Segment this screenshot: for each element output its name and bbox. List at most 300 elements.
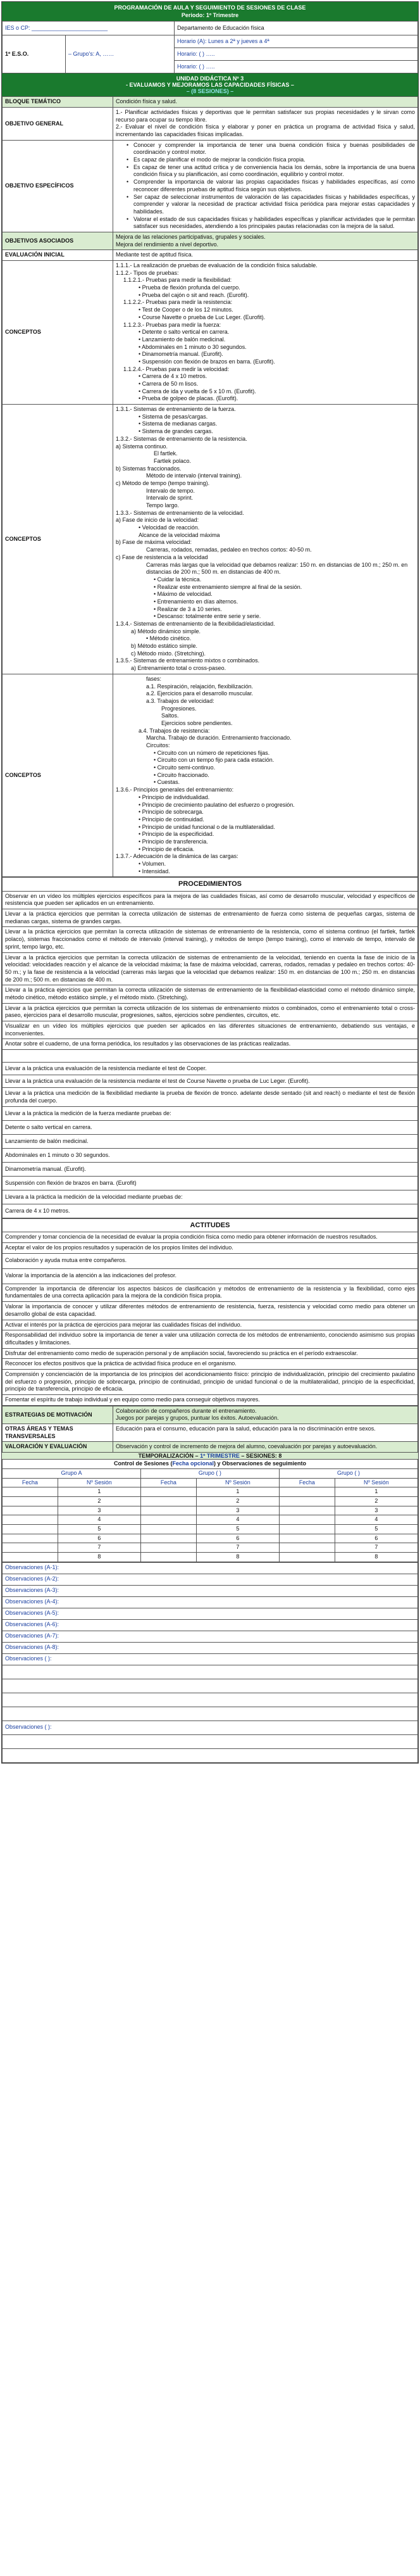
session-number: 4 bbox=[58, 1515, 140, 1525]
procedimientos-title: PROCEDIMIENTOS bbox=[3, 878, 418, 891]
conceptos-label: CONCEPTOS bbox=[3, 405, 113, 674]
objetivo-especifico-item: • Es capaz de tener una actitud crítica y de conveniencia hacia los demás, sobre la importancia de una buena condición física y su planificación, así como coordinación, equilibrio y control motor. bbox=[125, 164, 415, 179]
session-number: 6 bbox=[335, 1534, 417, 1543]
concepto-text: Cuidar la técnica. bbox=[157, 576, 202, 583]
session-number: 3 bbox=[58, 1506, 140, 1515]
bullet-icon: • bbox=[139, 343, 142, 350]
concepto-line bbox=[116, 613, 415, 621]
bullet-icon: • bbox=[139, 306, 142, 313]
concepto-line: c) Método de tempo (tempo training). bbox=[116, 479, 210, 486]
test-item: Llevar a la práctica una evaluación de la resistencia mediante el test de Course Navette o prueba de Luc Leger. (Eurofit). bbox=[3, 1075, 418, 1088]
concepto-line bbox=[116, 381, 415, 388]
actitud-item: Fomentar el espíritu de trabajo individual y en equipo como medio para conseguir objetivos mayores. bbox=[3, 1395, 418, 1406]
bullet-icon: • bbox=[139, 861, 142, 868]
session-date-cell[interactable] bbox=[3, 1553, 58, 1562]
session-date-cell[interactable] bbox=[3, 1496, 58, 1506]
concepto-line: a.3. Trabajos de velocidad: bbox=[146, 697, 214, 704]
concepto-line: fases: bbox=[146, 675, 162, 682]
objetivo-especifico-item: • Es capaz de planificar el modo de mejorar la condición física propia. bbox=[125, 156, 415, 164]
estrategias-label: ESTRATEGIAS DE MOTIVACIÓN bbox=[3, 1406, 113, 1424]
concepto-text: Principio de individualidad. bbox=[142, 793, 210, 800]
concepto-line: a.2. Ejercicios para el desarrollo muscular. bbox=[146, 690, 254, 697]
concepto-line: a) Entrenamiento total o cross-paseo. bbox=[131, 665, 226, 672]
concepto-line: 1.1.2.- Tipos de pruebas: bbox=[116, 269, 179, 276]
actitudes-table bbox=[2, 1218, 418, 1406]
concepto-line: 1.3.6.- Principios generales del entrenamiento: bbox=[116, 786, 234, 793]
test-item: Lanzamiento de balón medicinal. bbox=[3, 1135, 418, 1149]
session-number: 8 bbox=[58, 1553, 140, 1562]
concepto-text: Circuito con un número de repeticiones fijas. bbox=[157, 749, 270, 756]
concepto-line: b) Método estático simple. bbox=[131, 643, 198, 650]
observation-blank[interactable] bbox=[3, 1734, 418, 1748]
objetivo-general-item: 2.- Evaluar el nivel de condición física y elaborar y poner en práctica un programa de actividad física y salud, incrementando las capacidades físicas implicadas. bbox=[116, 123, 415, 138]
concepto-line bbox=[116, 794, 415, 802]
bullet-icon: • bbox=[154, 583, 158, 590]
session-number: 1 bbox=[196, 1487, 279, 1497]
bullet-icon: • bbox=[139, 381, 142, 388]
concepto-line bbox=[116, 606, 415, 614]
session-date-cell[interactable] bbox=[3, 1534, 58, 1543]
control-title-c: ) y Observaciones de seguimiento bbox=[213, 1460, 307, 1467]
concepto-line bbox=[116, 846, 415, 854]
session-row bbox=[3, 1487, 418, 1497]
test-item: Detente o salto vertical en carrera. bbox=[3, 1121, 418, 1135]
objetivo-asociado-item: Mejora del rendimiento a nivel deportivo. bbox=[116, 241, 219, 248]
header-period: Periodo: 1º Trimestre bbox=[181, 12, 239, 19]
bullet-icon: • bbox=[139, 524, 142, 531]
procedimiento-item: Observar en un vídeo los múltiples ejercicios específicos para la mejora de las cualidades físicas, así como de desarrollo muscular, velocidad y específicos de resistencia que pueden ser aplicados en un entrenamiento. bbox=[3, 891, 418, 909]
concepto-line bbox=[116, 344, 415, 351]
procedimiento-item: Llevar a la práctica ejercicios que permitan la correcta utilización de los sistemas de entrenamiento mixtos o combinados, como el entrenamiento total o cross-paseo, ejercicios para el desarrollo muscular, progresiones, saltos, ejercicios sobre pendientes, circuitos, etc. bbox=[3, 1003, 418, 1021]
procedimiento-item: Llevar a la práctica ejercicios que permitan la correcta utilización de sistemas de entrenamiento de la velocidad, teniendo en cuenta la fase de inicio de la velocidad: velocidades reacción y el alcance de la velocidad máxima; la fase de máxima velocidad, carreras, rodados, remadas y pedaleo en trechos cortos: 40-50 m.; y la fase de resistencia a la velocidad (carreras más largas que la velocidad que debamos realizar: 150 m. en distancias de 100 m.; 250 m. en distancias de 200 m.; 500 m. en distancias de 400 m. bbox=[3, 952, 418, 985]
strategy-table bbox=[2, 1406, 418, 1453]
test-item: Abdominales en 1 minuto o 30 segundos. bbox=[3, 1149, 418, 1163]
conceptos-list bbox=[113, 261, 418, 405]
session-date-cell[interactable] bbox=[140, 1524, 196, 1534]
concepto-line: a) Fase de inicio de la velocidad: bbox=[116, 517, 199, 524]
session-date-cell[interactable] bbox=[3, 1524, 58, 1534]
bullet-icon: • bbox=[139, 823, 142, 830]
observation-blank[interactable] bbox=[3, 1679, 418, 1693]
bullet-icon: • bbox=[139, 351, 142, 358]
session-date-cell[interactable] bbox=[279, 1553, 335, 1562]
control-title bbox=[3, 1460, 418, 1469]
observation-field[interactable]: Observaciones (A-2): bbox=[3, 1574, 418, 1585]
concepto-text: Circuito semi-continuo. bbox=[157, 764, 216, 771]
session-number: 6 bbox=[196, 1534, 279, 1543]
bullet-icon: • bbox=[146, 635, 150, 642]
test-item: Llevar a la práctica la medición de la fuerza mediante pruebas de: bbox=[3, 1107, 418, 1121]
bullet-icon: • bbox=[154, 764, 158, 771]
concepto-line bbox=[116, 868, 415, 876]
concepto-text: Detente o salto vertical en carrera. bbox=[142, 329, 230, 336]
observation-field[interactable]: Observaciones (A-7): bbox=[3, 1631, 418, 1642]
bullet-icon: • bbox=[154, 779, 158, 786]
col-fecha: Fecha bbox=[279, 1478, 335, 1487]
observation-blank[interactable] bbox=[3, 1693, 418, 1707]
procedimiento-item: Visualizar en un vídeo los múltiples ejercicios que pueden ser aplicados en las diferentes situaciones de entrenamiento, debatiendo sus ventajas, e inconvenientes. bbox=[3, 1021, 418, 1039]
session-row bbox=[3, 1543, 418, 1553]
objetivos-especificos-label: OBJETIVO ESPECÍFICOS bbox=[3, 140, 113, 232]
concepto-text: Suspensión con flexión de brazos en barra. (Eurofit). bbox=[142, 358, 275, 365]
concepto-line: a.4. Trabajos de resistencia: bbox=[139, 727, 210, 734]
bullet-icon: • bbox=[139, 284, 142, 291]
observation-blank[interactable] bbox=[3, 1748, 418, 1762]
objetivo-especifico-item: • Ser capaz de seleccionar instrumentos de valoración de las capacidades físicas y habilidades específicas, y comprender y valorar la necesidad de practicar actividad física periódica para mejorar estas capacidades y habilidades. bbox=[125, 194, 415, 216]
concepto-line bbox=[116, 284, 415, 292]
concepto-text: Principio de sobrecarga. bbox=[142, 809, 204, 816]
header-banner bbox=[2, 2, 418, 21]
bullet-icon: • bbox=[139, 358, 142, 365]
concepto-line bbox=[116, 414, 415, 421]
bullet-icon: • bbox=[139, 313, 142, 320]
concepto-line bbox=[116, 292, 415, 300]
concepto-text: Carrera de 50 m lisos. bbox=[142, 381, 199, 388]
unit-subtitle: - EVALUAMOS Y MEJORAMOS LAS CAPACIDADES FÍSICAS – bbox=[126, 82, 294, 89]
session-date-cell[interactable] bbox=[3, 1515, 58, 1525]
header-title: PROGRAMACIÓN DE AULA Y SEGUIMIENTO DE SESIONES DE CLASE bbox=[114, 4, 306, 11]
concepto-line bbox=[116, 329, 415, 336]
concepto-line bbox=[116, 598, 415, 606]
concepto-line: 1.1.1.- La realización de pruebas de evaluación de la condición física saludable. bbox=[116, 262, 318, 269]
bullet-icon: • bbox=[139, 420, 142, 427]
concepto-line: 1.3.1.- Sistemas de entrenamiento de la fuerza. bbox=[116, 406, 236, 413]
session-date-cell[interactable] bbox=[279, 1534, 335, 1543]
control-title-b: Fecha opcional bbox=[172, 1460, 214, 1467]
session-row bbox=[3, 1515, 418, 1525]
test-item: Carrera de 4 x 10 metros. bbox=[3, 1204, 418, 1218]
concepto-line: 1.3.3.- Sistemas de entrenamiento de la velocidad. bbox=[116, 509, 244, 516]
concepto-line: Ejercicios sobre pendientes. bbox=[161, 719, 233, 726]
observation-field[interactable]: Observaciones ( ): bbox=[3, 1720, 418, 1734]
concepto-text: Circuito con un tiempo fijo para cada estación. bbox=[157, 757, 275, 764]
concepto-line: Intervalo de sprint. bbox=[146, 495, 194, 502]
concepto-line bbox=[116, 635, 415, 643]
concepto-line bbox=[116, 802, 415, 809]
observation-blank[interactable] bbox=[3, 1665, 418, 1679]
test-item: Dinamometría manual. (Eurofit). bbox=[3, 1163, 418, 1177]
schedule-c[interactable]: Horario: ( ) ….. bbox=[175, 61, 418, 73]
concepto-line bbox=[116, 772, 415, 780]
concepto-line: Progresiones. bbox=[161, 705, 197, 712]
session-date-cell[interactable] bbox=[3, 1506, 58, 1515]
session-date-cell[interactable] bbox=[140, 1496, 196, 1506]
bullet-icon: • bbox=[139, 388, 142, 395]
actitud-item: Comprender y tomar conciencia de la necesidad de evaluar la propia condición física como medio para obtener información de nuestros resultados. bbox=[3, 1232, 418, 1243]
session-number: 1 bbox=[58, 1487, 140, 1497]
observation-field[interactable]: Observaciones (A-6): bbox=[3, 1619, 418, 1631]
concepto-line bbox=[116, 306, 415, 314]
concepto-line bbox=[116, 750, 415, 757]
session-number: 1 bbox=[335, 1487, 417, 1497]
concepto-line bbox=[116, 351, 415, 358]
temporalizacion-banner bbox=[2, 1453, 418, 1459]
actitud-item: Disfrutar del entrenamiento como medio de superación personal y de ampliación social, favoreciendo su práctica en el período extraescolar. bbox=[3, 1348, 418, 1359]
concepto-line bbox=[116, 584, 415, 591]
bullet-icon: • bbox=[154, 757, 158, 764]
concepto-line: Fartlek polaco. bbox=[154, 457, 192, 464]
concepto-line: 1.3.4.- Sistemas de entrenamiento de la flexibilidad/elasticidad. bbox=[116, 621, 275, 628]
evaluacion-inicial-label: EVALUACIÓN INICIAL bbox=[3, 250, 113, 261]
session-number: 8 bbox=[335, 1553, 417, 1562]
concepto-line bbox=[116, 428, 415, 436]
procedimiento-item: Llevar a la práctica ejercicios que permitan la correcta utilización de sistemas de entrenamiento de la flexibilidad-elasticidad como el método dinámico simple, método cinético, método estático simple, y el método mixto. (Stretching). bbox=[3, 985, 418, 1003]
session-number: 6 bbox=[58, 1534, 140, 1543]
session-date-cell[interactable] bbox=[3, 1487, 58, 1497]
actitud-item: Aceptar el valor de los propios resultados y superación de los propios límites del individuo. bbox=[3, 1243, 418, 1254]
concepto-line: 1.3.7.- Adecuación de la dinámica de las cargas: bbox=[116, 853, 238, 860]
procedimiento-item: Llevar a la práctica ejercicios que permitan la correcta utilización de sistemas de entrenamiento de fuerza como sistema de pequeñas cargas, sistema de medianas cargas, sistema de grandes cargas. bbox=[3, 909, 418, 927]
concepto-line bbox=[116, 591, 415, 598]
session-number: 7 bbox=[196, 1543, 279, 1553]
bullet-icon: • bbox=[154, 749, 158, 756]
observation-field[interactable]: Observaciones (A-3): bbox=[3, 1585, 418, 1596]
session-control-table bbox=[2, 1459, 418, 1562]
concepto-line: Intervalo de tempo. bbox=[146, 487, 195, 494]
actitud-item: Comprensión y concienciación de la importancia de los principios del acondicionamiento físico: principio de individualización, principio del crecimiento paulatino del esfuerzo o progresión, principio de sobrecarga, principio de continuidad, principio de unidad funcional o de la multilateralidad, principio de la especificidad, principio de transferencia, principio de eficacia. bbox=[3, 1369, 418, 1394]
concepto-line: Método de intervalo (interval training). bbox=[146, 472, 242, 479]
col-sesion: Nº Sesión bbox=[58, 1478, 140, 1487]
bloque-value: Condición física y salud. bbox=[113, 97, 418, 108]
session-date-cell[interactable] bbox=[279, 1496, 335, 1506]
concepto-line: Alcance de la velocidad máxima bbox=[139, 531, 220, 538]
concepto-line: 1.3.5.- Sistemas de entrenamiento mixtos o combinados. bbox=[116, 657, 260, 664]
session-date-cell[interactable] bbox=[140, 1515, 196, 1525]
objetivo-especifico-item: • Valorar el estado de sus capacidades físicas y habilidades específicas y planificar actividades que le permitan satisfacer sus necesidades, atendiendo a los principales pautas relacionadas con la mejora de la salud. bbox=[125, 216, 415, 230]
concepto-line bbox=[116, 314, 415, 322]
concepto-text: Principio de transferencia. bbox=[142, 838, 208, 845]
concepto-text: Lanzamiento de balón medicinal. bbox=[142, 336, 226, 343]
bullet-icon: • bbox=[139, 793, 142, 800]
concepto-line bbox=[116, 824, 415, 831]
concepto-line: Saltos. bbox=[161, 712, 179, 719]
concepto-line bbox=[116, 779, 415, 786]
bullet-icon: • bbox=[139, 838, 142, 845]
concepto-text: Volumen. bbox=[142, 861, 166, 868]
concepto-line: Tempo largo. bbox=[146, 502, 180, 509]
conceptos-list bbox=[113, 674, 418, 877]
concepto-text: Abdominales en 1 minuto o 30 segundos. bbox=[142, 343, 247, 350]
concepto-line bbox=[116, 576, 415, 584]
ies-field[interactable]: IES o CP: ________________________ bbox=[3, 22, 175, 35]
session-date-cell[interactable] bbox=[279, 1515, 335, 1525]
session-row bbox=[3, 1553, 418, 1562]
concepto-line: 1.1.2.4.- Pruebas para medir la velocidad: bbox=[123, 365, 230, 372]
session-number: 3 bbox=[196, 1506, 279, 1515]
procedimiento-item: Anotar sobre el cuaderno, de una forma periódica, los resultados y las observaciones de las prácticas realizadas. bbox=[3, 1039, 418, 1050]
concepto-line: 1.3.2.- Sistemas de entrenamiento de la resistencia. bbox=[116, 435, 247, 442]
actitud-item: Valorar la importancia de conocer y utilizar diferentes métodos de entrenamiento de resistencia, fuerza, resistencia y velocidad como medio para obtener un desarrollo global de esta capacidad. bbox=[3, 1302, 418, 1320]
unit-number: UNIDAD DIDÁCTICA Nº 3 bbox=[176, 75, 244, 82]
bullet-icon: • bbox=[139, 868, 142, 874]
concepto-line bbox=[116, 395, 415, 403]
actitud-item: Comprender la importancia de diferenciar los aspectos básicos de clasificación y métodos de entrenamiento de la resistencia y la flexibilidad, como ejes fundamentales de una correcta aplicación para la mejora de la condición física propia. bbox=[3, 1284, 418, 1301]
unit-details-table bbox=[2, 96, 418, 877]
actitudes-title: ACTITUDES bbox=[3, 1219, 418, 1232]
evaluacion-inicial-value: Mediante test de aptitud física. bbox=[113, 250, 418, 261]
bullet-icon: • bbox=[139, 428, 142, 435]
session-date-cell[interactable] bbox=[279, 1487, 335, 1497]
concepto-text: Realizar de 3 a 10 series. bbox=[157, 605, 222, 612]
bullet-icon: • bbox=[154, 613, 158, 620]
objetivos-asociados-label: OBJETIVOS ASOCIADOS bbox=[3, 232, 113, 249]
concepto-text: Método cinético. bbox=[149, 635, 192, 642]
observation-field[interactable]: Observaciones (A-5): bbox=[3, 1608, 418, 1619]
info-table bbox=[2, 21, 418, 73]
objetivos-especificos-list bbox=[113, 140, 418, 232]
session-row bbox=[3, 1506, 418, 1515]
concepto-line: El fartlek. bbox=[154, 450, 178, 457]
objetivo-asociado-item: Mejora de las relaciones participativas, grupales y sociales. bbox=[116, 233, 266, 240]
department: Departamento de Educación física bbox=[175, 22, 418, 35]
test-item: Llevar a la práctica una medición de la flexibilidad mediante la prueba de flexión de tronco. adelante desde sentado (sit and reach) o mediante el test de flexión profunda del cuerpo. bbox=[3, 1088, 418, 1107]
concepto-line: Marcha. Trabajo de duración. Entrenamiento fraccionado. bbox=[146, 735, 292, 742]
observation-field[interactable]: Observaciones (A-8): bbox=[3, 1642, 418, 1653]
bullet-icon: • bbox=[154, 591, 158, 598]
conceptos-label: CONCEPTOS bbox=[3, 261, 113, 405]
concepto-text: Principio de continuidad. bbox=[142, 816, 204, 823]
session-number: 4 bbox=[196, 1515, 279, 1525]
session-date-cell[interactable] bbox=[279, 1506, 335, 1515]
session-date-cell[interactable] bbox=[140, 1534, 196, 1543]
concepto-text: Cuestas. bbox=[157, 779, 180, 786]
objetivo-general-label: OBJETIVO GENERAL bbox=[3, 107, 113, 140]
group-header: Grupo ( ) bbox=[279, 1468, 417, 1478]
bullet-icon: • bbox=[139, 329, 142, 336]
valoracion-label: VALORACIÓN Y EVALUACIÓN bbox=[3, 1442, 113, 1453]
temporalizacion-trimestre: 1º TRIMESTRE bbox=[200, 1453, 240, 1460]
session-number: 7 bbox=[335, 1543, 417, 1553]
conceptos-label: CONCEPTOS bbox=[3, 674, 113, 877]
concepto-line: 1.1.2.3.- Pruebas para medir la fuerza: bbox=[123, 321, 221, 328]
bullet-icon: • bbox=[139, 801, 142, 808]
actitud-item: Colaboración y ayuda mutua entre compañeros. bbox=[3, 1253, 418, 1268]
test-item: Suspensión con flexión de brazos en barra. (Eurofit) bbox=[3, 1177, 418, 1190]
concepto-line: b) Fase de máxima velocidad: bbox=[116, 539, 192, 546]
session-number: 5 bbox=[196, 1524, 279, 1534]
col-sesion: Nº Sesión bbox=[196, 1478, 279, 1487]
unit-sessions: – (8 SESIONES) – bbox=[186, 88, 234, 95]
concepto-line: b) Sistemas fraccionados. bbox=[116, 465, 182, 472]
session-date-cell[interactable] bbox=[140, 1553, 196, 1562]
procedimientos-table bbox=[2, 877, 418, 1218]
concepto-line bbox=[116, 816, 415, 824]
session-date-cell[interactable] bbox=[279, 1543, 335, 1553]
group-list[interactable]: – Grupo's: A, …… bbox=[66, 35, 175, 73]
session-number: 8 bbox=[196, 1553, 279, 1562]
temporalizacion-prefix: TEMPORALIZACIÓN – bbox=[138, 1453, 199, 1460]
concepto-text: Sistema de pesas/cargas. bbox=[142, 413, 208, 420]
col-fecha: Fecha bbox=[140, 1478, 196, 1487]
objetivo-general-item: 1.- Planificar actividades físicas y deportivas que le permitan satisfacer sus propias necesidades y le sirvan como recurso para ocupar su tiempo libre. bbox=[116, 108, 415, 123]
bullet-icon: • bbox=[139, 291, 142, 298]
concepto-line: 1.1.2.1.- Pruebas para medir la flexibilidad: bbox=[123, 277, 232, 284]
concepto-line bbox=[116, 358, 415, 366]
concepto-line: a) Método dinámico simple. bbox=[131, 628, 201, 635]
test-item: Llevar a la práctica una evaluación de la resistencia mediante el test de Cooper. bbox=[3, 1063, 418, 1075]
procedimiento-item: Llevar a la práctica ejercicios que permitan la correcta utilización de sistemas de entrenamiento de la resistencia, como el sistema continuo (el fartlek, fartlek polaco), sistemas fraccionados como el método de intervalo (interval training), y métodos de tempo (tempo training), como el intervalo de tempo, intervalo de sprint, tempo largo, etc. bbox=[3, 927, 418, 952]
actitud-item: Responsabilidad del individuo sobre la importancia de tener a valer una utilización correcta de los métodos de entrenamiento, conociendo asimismo sus propias dificultades y limitaciones. bbox=[3, 1330, 418, 1348]
concepto-text: Prueba del cajón o sit and reach. (Eurofit). bbox=[142, 291, 249, 298]
test-item: Llevara a la práctica la medición de la velocidad mediante pruebas de: bbox=[3, 1190, 418, 1204]
concepto-text: Dinamometría manual. (Eurofit). bbox=[142, 351, 223, 358]
concepto-line bbox=[116, 764, 415, 772]
concepto-text: Carrera de ida y vuelta de 5 x 10 m. (Eurofit). bbox=[142, 388, 256, 395]
session-date-cell[interactable] bbox=[3, 1543, 58, 1553]
concepto-text: Carrera de 4 x 10 metros. bbox=[142, 373, 207, 380]
concepto-line: Circuitos: bbox=[146, 742, 170, 749]
col-fecha: Fecha bbox=[3, 1478, 58, 1487]
observation-field[interactable]: Observaciones (A-4): bbox=[3, 1596, 418, 1608]
bullet-icon: • bbox=[139, 809, 142, 816]
observation-field[interactable]: Observaciones (A-1): bbox=[3, 1562, 418, 1574]
session-number: 7 bbox=[58, 1543, 140, 1553]
concepto-text: Principio de eficacia. bbox=[142, 845, 195, 852]
concepto-line bbox=[116, 420, 415, 428]
session-number: 2 bbox=[335, 1496, 417, 1506]
session-row bbox=[3, 1534, 418, 1543]
session-number: 4 bbox=[335, 1515, 417, 1525]
session-date-cell[interactable] bbox=[279, 1524, 335, 1534]
otras-areas-value: Educación para el consumo, educación para la salud, educación para la no discriminación entre sexos. bbox=[113, 1424, 418, 1442]
observation-blank[interactable] bbox=[3, 1707, 418, 1720]
session-number: 3 bbox=[335, 1506, 417, 1515]
session-row bbox=[3, 1524, 418, 1534]
schedule-a[interactable]: Horario (A): Lunes a 2ª y jueves a 4ª bbox=[175, 35, 418, 48]
session-date-cell[interactable] bbox=[140, 1487, 196, 1497]
actitud-item: Valorar la importancia de la atención a las indicaciones del profesor. bbox=[3, 1268, 418, 1284]
concepto-line bbox=[116, 757, 415, 764]
course-level: 1º E.S.O. bbox=[3, 35, 66, 73]
control-title-a: Control de Sesiones ( bbox=[113, 1460, 173, 1467]
bullet-icon: • bbox=[154, 605, 158, 612]
concepto-line: c) Método mixto. (Stretching). bbox=[131, 650, 206, 657]
concepto-line: 1.1.2.2.- Pruebas para medir la resistencia: bbox=[123, 299, 233, 306]
concepto-text: Máximo de velocidad. bbox=[157, 591, 213, 598]
session-row bbox=[3, 1496, 418, 1506]
observations-table bbox=[2, 1562, 418, 1763]
temporalizacion-sesiones: – SESIONES: 8 bbox=[241, 1453, 282, 1460]
concepto-line bbox=[116, 373, 415, 381]
group-header: Grupo A bbox=[3, 1468, 141, 1478]
concepto-line bbox=[116, 861, 415, 868]
concepto-text: Intensidad. bbox=[142, 868, 170, 874]
actitud-item: Activar el interés por la práctica de ejercicios para mejorar las cualidades físicas del individuo. bbox=[3, 1320, 418, 1330]
estrategia-item: Colaboración de compañeros durante el entrenamiento. bbox=[116, 1407, 257, 1414]
col-sesion: Nº Sesión bbox=[335, 1478, 417, 1487]
concepto-line bbox=[116, 336, 415, 344]
bullet-icon: • bbox=[139, 845, 142, 852]
bullet-icon: • bbox=[139, 413, 142, 420]
actitud-item: Reconocer los efectos positivos que la práctica de actividad física produce en el organismo. bbox=[3, 1359, 418, 1370]
concepto-text: Test de Cooper o de los 12 minutos. bbox=[142, 306, 233, 313]
session-number: 2 bbox=[58, 1496, 140, 1506]
objetivo-general-list bbox=[113, 107, 418, 140]
session-date-cell[interactable] bbox=[140, 1506, 196, 1515]
concepto-text: Course Navette o prueba de Luc Leger. (Eurofit). bbox=[142, 313, 266, 320]
concepto-line bbox=[116, 831, 415, 838]
concepto-line bbox=[116, 838, 415, 846]
concepto-line: a.1. Respiración, relajación, flexibilización. bbox=[146, 683, 254, 690]
concepto-text: Realizar este entrenamiento siempre al final de la sesión. bbox=[157, 583, 302, 590]
bullet-icon: • bbox=[154, 771, 158, 778]
observation-field[interactable]: Observaciones ( ): bbox=[3, 1653, 418, 1665]
estrategia-item: Juegos por parejas y grupos, puntuar los éxitos. Autoevaluación. bbox=[116, 1415, 279, 1422]
objetivo-especifico-item: • Conocer y comprender la importancia de tener una buena condición física y buenas posibilidades de coordinación y control motor. bbox=[125, 142, 415, 156]
session-date-cell[interactable] bbox=[140, 1543, 196, 1553]
schedule-b[interactable]: Horario: ( ) ….. bbox=[175, 48, 418, 61]
group-header: Grupo ( ) bbox=[140, 1468, 279, 1478]
